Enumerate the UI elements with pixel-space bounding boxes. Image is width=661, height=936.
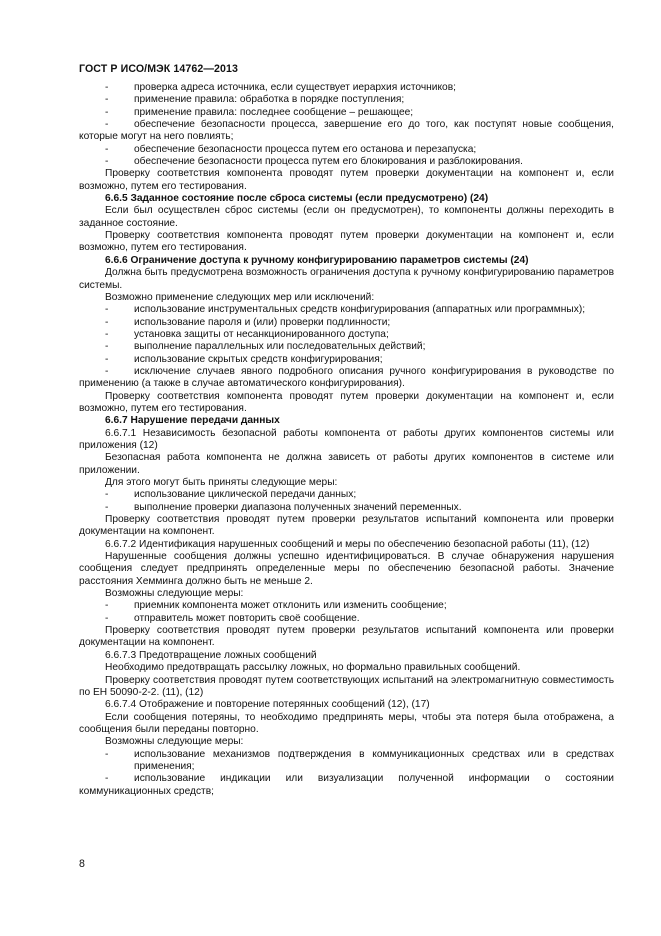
list-bullet: - bbox=[105, 82, 109, 93]
paragraph: Необходимо предотвращать рассылку ложных, но формально правильных сообщений. bbox=[105, 662, 521, 674]
list-item bbox=[79, 119, 614, 144]
list-bullet: - bbox=[105, 328, 109, 340]
list-item bbox=[79, 329, 614, 341]
list-bullet: - bbox=[105, 304, 109, 316]
list-item bbox=[79, 354, 614, 366]
section-heading: 6.6.5 Заданное состояние после сброса системы (если предусмотрено) (24) bbox=[105, 193, 489, 205]
list-item-text: использование циклической передачи данных; bbox=[134, 489, 357, 501]
list-item bbox=[79, 773, 614, 798]
list-item-text: использование пароля и (или) проверки подлинности; bbox=[134, 316, 391, 328]
list-item bbox=[79, 749, 614, 774]
list-item-text: использование инструментальных средств конфигурирования (аппаратных или программных); bbox=[134, 304, 586, 316]
section-heading: 6.6.7 Нарушение передачи данных bbox=[105, 415, 280, 427]
list-bullet: - bbox=[105, 501, 109, 513]
list-item-text: использование индикации или визуализации полученной информации о состоянии коммуникационных средств; bbox=[79, 773, 614, 797]
paragraph: Возможны следующие меры: bbox=[105, 736, 244, 748]
document-header: ГОСТ Р ИСО/МЭК 14762—2013 bbox=[79, 63, 238, 75]
document-body bbox=[79, 82, 614, 798]
list-item bbox=[79, 94, 614, 106]
paragraph: Проверку соответствия проводят путем проверки результатов испытаний компонента или проверки документации на компонент. bbox=[79, 625, 614, 649]
list-bullet: - bbox=[105, 773, 109, 785]
list-item bbox=[79, 304, 614, 316]
paragraph: Проверку соответствия проводят путем соответствующих испытаний на электромагнитную совместимость по ЕН 50090-2-2. (11), (12) bbox=[79, 674, 614, 698]
paragraph: Для этого могут быть приняты следующие меры: bbox=[105, 477, 338, 488]
list-item-text: применение правила: последнее сообщение – решающее; bbox=[134, 106, 414, 118]
list-bullet: - bbox=[105, 156, 109, 168]
list-item bbox=[79, 107, 614, 119]
list-bullet: - bbox=[105, 316, 109, 328]
paragraph: Проверку соответствия компонента проводят путем проверки документации на компонент и, если возможно, путем его тестирования. bbox=[79, 390, 614, 414]
list-bullet: - bbox=[105, 748, 109, 760]
list-item-text: использование скрытых средств конфигурирования; bbox=[134, 353, 383, 365]
list-bullet: - bbox=[105, 612, 109, 624]
list-item-text: выполнение параллельных или последовательных действий; bbox=[134, 341, 426, 353]
list-item-text: отправитель может повторить своё сообщение. bbox=[134, 612, 360, 624]
list-item bbox=[79, 341, 614, 353]
paragraph: Возможно применение следующих мер или исключений: bbox=[105, 291, 375, 303]
list-item bbox=[79, 144, 614, 156]
list-item bbox=[79, 613, 614, 625]
list-item bbox=[79, 366, 614, 391]
list-item bbox=[79, 317, 614, 329]
list-item-text: установка защиты от несанкционированного доступа; bbox=[134, 328, 389, 340]
paragraph: Безопасная работа компонента не должна зависеть от работы других компонентов в системе или приложении. bbox=[79, 452, 614, 476]
list-bullet: - bbox=[105, 353, 109, 365]
list-item-text: использование механизмов подтверждения в коммуникационных средствах или в средствах применения; bbox=[134, 748, 614, 772]
list-item bbox=[79, 82, 614, 94]
list-bullet: - bbox=[105, 94, 109, 106]
paragraph: Возможны следующие меры: bbox=[105, 588, 244, 600]
list-item-text: обеспечение безопасности процесса путем его останова и перезапуска; bbox=[134, 143, 477, 155]
list-item-text: проверка адреса источника, если существует иерархия источников; bbox=[134, 82, 456, 93]
list-item-text: применение правила: обработка в порядке поступления; bbox=[134, 94, 405, 106]
list-item-text: исключение случаев явного подробного описания ручного конфигурирования в руководстве по применению (а также в случае автоматического конфигурирования). bbox=[79, 365, 614, 390]
list-item bbox=[79, 156, 614, 168]
paragraph: 6.6.7.2 Идентификация нарушенных сообщений и меры по обеспечению безопасной работы (11), (12) bbox=[105, 538, 590, 550]
paragraph: 6.6.7.3 Предотвращение ложных сообщений bbox=[105, 649, 317, 661]
paragraph: Должна быть предусмотрена возможность ограничения доступа к ручному конфигурированию параметров системы. bbox=[79, 267, 614, 291]
paragraph: Проверку соответствия компонента проводят путем проверки документации на компонент и, если возможно, путем его тестирования. bbox=[79, 230, 614, 254]
list-bullet: - bbox=[105, 119, 109, 131]
paragraph: Если был осуществлен сброс системы (если он предусмотрен), то компоненты должны переходить в заданное состояние. bbox=[79, 205, 614, 229]
list-item-text: обеспечение безопасности процесса, завершение его до того, как поступят новые сообщения, которые могут на него повлиять; bbox=[79, 119, 614, 143]
paragraph: 6.6.7.1 Независимость безопасной работы компонента от работы других компонентов системы или приложения (12) bbox=[79, 427, 614, 451]
list-item-text: выполнение проверки диапазона полученных значений переменных. bbox=[134, 501, 462, 513]
list-bullet: - bbox=[105, 600, 109, 612]
list-item-text: обеспечение безопасности процесса путем его блокирования и разблокирования. bbox=[134, 156, 523, 168]
list-item bbox=[79, 600, 614, 612]
list-bullet: - bbox=[105, 106, 109, 118]
list-item-text: приемник компонента может отклонить или изменить сообщение; bbox=[134, 600, 447, 612]
paragraph: Проверку соответствия компонента проводят путем проверки документации на компонент и, если возможно, путем его тестирования. bbox=[79, 168, 614, 192]
page-number: 8 bbox=[79, 858, 85, 870]
list-item bbox=[79, 489, 614, 501]
list-bullet: - bbox=[105, 341, 109, 353]
list-bullet: - bbox=[105, 489, 109, 501]
list-bullet: - bbox=[105, 365, 109, 377]
paragraph: Проверку соответствия проводят путем проверки результатов испытаний компонента или проверки документации на компонент. bbox=[79, 514, 614, 538]
section-heading: 6.6.6 Ограничение доступа к ручному конфигурированию параметров системы (24) bbox=[105, 254, 529, 266]
list-bullet: - bbox=[105, 143, 109, 155]
list-item bbox=[79, 502, 614, 514]
paragraph: 6.6.7.4 Отображение и повторение потерянных сообщений (12), (17) bbox=[105, 699, 430, 711]
paragraph: Нарушенные сообщения должны успешно идентифицироваться. В случае обнаружения нарушения сообщения следует предпринять определенные меры по обеспечению безопасной работы. Значение расстояния Хемминга должно быть не меньше 2. bbox=[79, 551, 614, 587]
paragraph: Если сообщения потеряны, то необходимо предпринять меры, чтобы эта потеря была отображена, а сообщения были переданы повторно. bbox=[79, 711, 614, 735]
